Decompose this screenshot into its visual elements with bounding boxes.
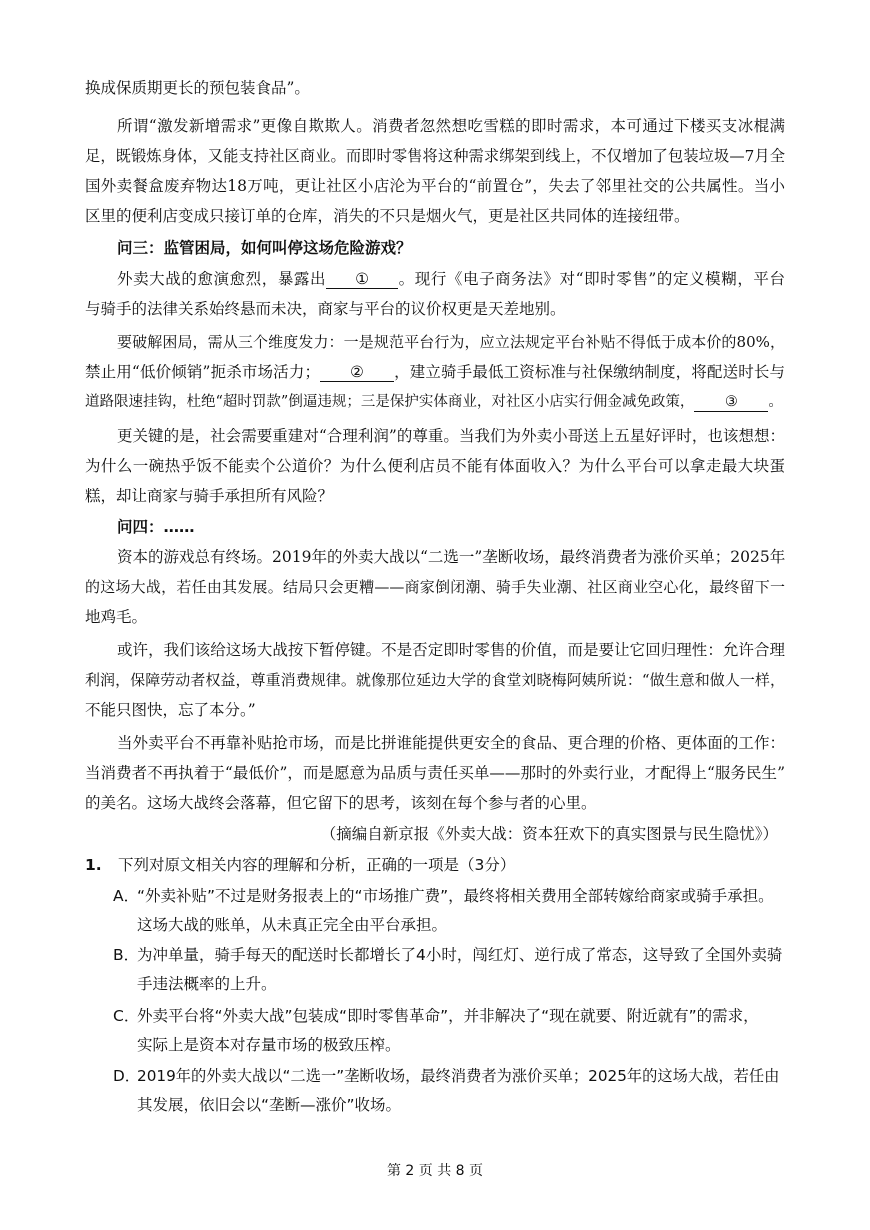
paragraph-line: 为什么一碗热乎饭不能卖个公道价？为什么便利店员不能有体面收入？为什么平台可以拿走最大块蛋 bbox=[85, 457, 785, 475]
text-segment: 外卖大战的愈演愈烈，暴露出 bbox=[117, 270, 327, 288]
option-a-continued: 这场大战的账单，从未真正完全由平台承担。 bbox=[137, 916, 448, 934]
paragraph-line: 区里的便利店变成只接订单的仓库，消失的不只是烟火气，更是社区共同体的连接纽带。 bbox=[85, 207, 690, 225]
blank-3: ③ bbox=[694, 393, 768, 412]
text-segment: 。 bbox=[768, 394, 783, 410]
blank-1: ① bbox=[326, 270, 398, 289]
option-b[interactable] bbox=[113, 945, 785, 965]
option-text: 2019年的外卖大战以“二选一”垄断收场，最终消费者为涨价买单；2025年的这场大战，若任由 bbox=[137, 1067, 780, 1085]
paragraph-line: 资本的游戏总有终场。2019年的外卖大战以“二选一”垄断收场，最终消费者为涨价买单；2025年 bbox=[117, 548, 786, 566]
paragraph-line: 当消费者不再执着于“最低价”，而是愿意为品质与责任买单——那时的外卖行业，才配得上“服务民生” bbox=[85, 764, 785, 782]
paragraph-line: 更关键的是，社会需要重建对“合理利润”的尊重。当我们为外卖小哥送上五星好评时，也该想想： bbox=[117, 427, 785, 445]
option-text: 外卖平台将“外卖大战”包装成“即时零售革命”，并非解决了“现在就要、附近就有”的需求， bbox=[137, 1007, 759, 1025]
paragraph-line: 的这场大战，若任由其发展。结局只会更糟——商家倒闭潮、骑手失业潮、社区商业空心化，最终留下一 bbox=[85, 578, 785, 596]
paragraph-line: 地鸡毛。 bbox=[85, 608, 148, 626]
paragraph-line: 的美名。这场大战终会落幕，但它留下的思考，该刻在每个参与者的心里。 bbox=[85, 794, 597, 812]
option-text: 为冲单量，骑手每天的配送时长都增长了4小时，闯红灯、逆行成了常态，这导致了全国外卖骑 bbox=[137, 946, 783, 964]
option-c-continued: 实际上是资本对存量市场的极致压榨。 bbox=[137, 1036, 401, 1054]
paragraph-line: 利润，保障劳动者权益，尊重消费规律。就像那位延边大学的食堂刘晓梅阿姨所说：“做生意和做人一样， bbox=[85, 671, 785, 689]
section-heading: 问三：监管困局，如何叫停这场危险游戏？ bbox=[117, 239, 412, 257]
paragraph-line: 所谓“激发新增需求”更像自欺欺人。消费者忽然想吃雪糕的即时需求，本可通过下楼买支冰棍满 bbox=[117, 117, 785, 135]
article-source: （摘编自新京报《外卖大战：资本狂欢下的真实图景与民生隐忧》） bbox=[320, 825, 778, 843]
paragraph-line: 不能只图快，忘了本分。” bbox=[85, 701, 256, 719]
section-heading: 问四：…… bbox=[117, 518, 195, 536]
blank-2: ② bbox=[320, 363, 394, 382]
option-letter: B． bbox=[113, 946, 140, 964]
option-letter: A． bbox=[113, 887, 140, 905]
paragraph-line: 或许，我们该给这场大战按下暂停键。不是否定即时零售的价值，而是要让它回归理性：允许合理 bbox=[117, 641, 785, 659]
option-letter: C． bbox=[113, 1007, 140, 1025]
paragraph-line: 要破解困局，需从三个维度发力：一是规范平台行为，应立法规定平台补贴不得低于成本价的80%， bbox=[117, 333, 785, 351]
option-b-continued: 手违法概率的上升。 bbox=[137, 975, 277, 993]
option-a[interactable] bbox=[113, 886, 785, 906]
text-segment: ，建立骑手最低工资标准与社保缴纳制度，将配送时长与 bbox=[393, 363, 785, 381]
text-segment: 道路限速挂钩，杜绝“超时罚款”倒逼违规；三是保护实体商业，对社区小店实行佣金减免政策， bbox=[85, 394, 695, 410]
option-letter: D． bbox=[113, 1067, 140, 1085]
paragraph-line: 足，既锻炼身体，又能支持社区商业。而即时零售将这种需求绑架到线上，不仅增加了包装垃圾—7月全 bbox=[85, 147, 785, 165]
question-number: 1. bbox=[85, 856, 102, 874]
paragraph-line bbox=[85, 392, 785, 412]
paragraph-line bbox=[117, 269, 785, 289]
paragraph-line: 换成保质期更长的预包装食品”。 bbox=[85, 79, 310, 97]
option-c[interactable] bbox=[113, 1006, 785, 1026]
option-d-continued: 其发展，依旧会以“垄断—涨价”收场。 bbox=[137, 1096, 402, 1114]
option-d[interactable] bbox=[113, 1066, 785, 1086]
paragraph-line: 国外卖餐盒废弃物达18万吨，更让社区小店沦为平台的“前置仓”，失去了邻里社交的公共属性。当小 bbox=[85, 177, 785, 195]
text-segment: 。现行《电子商务法》对“即时零售”的定义模糊，平台 bbox=[398, 270, 785, 288]
paragraph-line: 与骑手的法律关系始终悬而未决，商家与平台的议价权更是天差地别。 bbox=[85, 300, 566, 318]
paragraph-line: 当外卖平台不再靠补贴抢市场，而是比拼谁能提供更安全的食品、更合理的价格、更体面的工作： bbox=[117, 734, 785, 752]
option-text: “外卖补贴”不过是财务报表上的“市场推广费”，最终将相关费用全部转嫁给商家或骑手承担。 bbox=[137, 887, 774, 905]
paragraph-line: 糕，却让商家与骑手承担所有风险？ bbox=[85, 487, 334, 505]
paragraph-line bbox=[85, 362, 785, 382]
question-stem: 下列对原文相关内容的理解和分析，正确的一项是（3分） bbox=[118, 856, 516, 874]
page-footer: 第 2 页 共 8 页 bbox=[386, 1163, 484, 1179]
text-segment: 禁止用“低价倾销”扼杀市场活力； bbox=[85, 363, 320, 381]
